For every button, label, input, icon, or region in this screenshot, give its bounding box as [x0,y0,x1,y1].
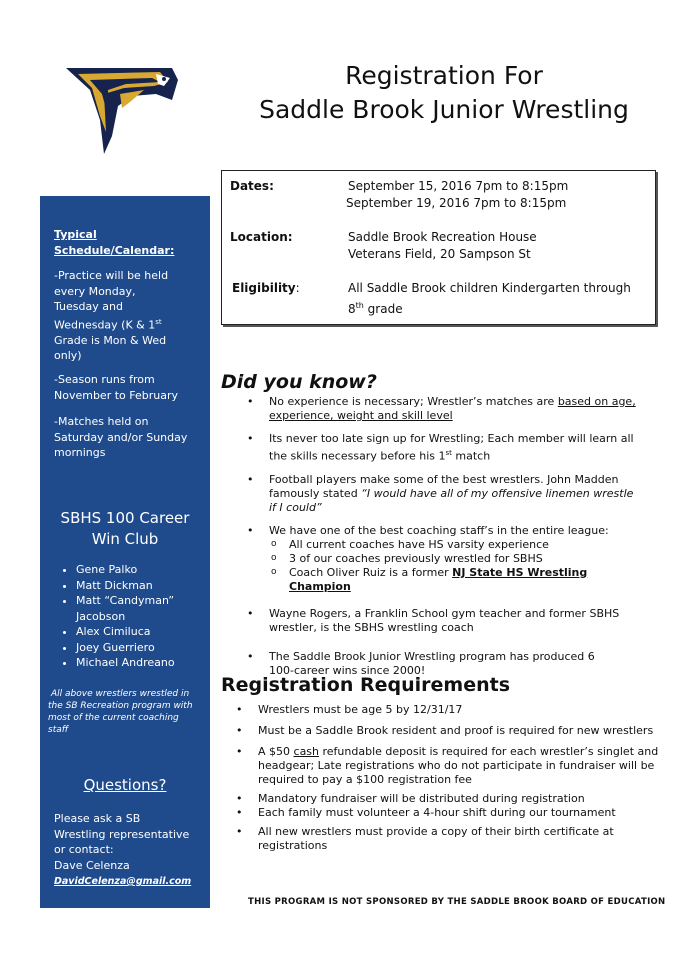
list-item: o 3 of our coaches previously wrestled for SBHS [289,552,654,566]
list-item: • Alex Cimiluca [76,624,202,640]
list-item: • All new wrestlers must provide a copy of their birth certificate at registrations [258,825,668,853]
list-item: • Must be a Saddle Brook resident and proof is required for new wrestlers [258,724,668,738]
list-item: o Coach Oliver Ruiz is a former NJ State HS Wrestling Champion [289,566,654,594]
eligibility-label: Eligibility: [232,281,300,295]
list-item: • The Saddle Brook Junior Wrestling program has produced 6 100-career wins since 2000! [269,650,654,678]
list-item: • Its never too late sign up for Wrestling; Each member will learn all the skills necessary before his 1st match [269,432,654,464]
questions-title: Questions? [83,776,167,794]
list-item: • Michael Andreano [76,655,202,671]
list-item: • No experience is necessary; Wrestler’s matches are based on age, experience, weight and skill level [269,395,654,423]
list-item: • Wrestlers must be age 5 by 12/31/17 [258,703,668,717]
schedule-title: Typical Schedule/Calendar: [54,228,175,257]
footer-disclaimer: THIS PROGRAM IS NOT SPONSORED BY THE SADDLE BROOK BOARD OF EDUCATION [248,897,666,907]
eligibility-value-2: 8th grade [348,301,403,316]
list-item: • Matt “Candyman” Jacobson [76,593,202,624]
coaching-sublist [269,538,654,594]
dates-label: Dates: [230,179,274,193]
dates-value-1: September 15, 2016 7pm to 8:15pm [348,179,569,193]
page-title-line-2: Saddle Brook Junior Wrestling [259,95,629,124]
list-item: • Joey Guerriero [76,640,202,656]
list-item: • Mandatory fundraiser will be distributed during registration [258,792,668,806]
dates-value-2: September 19, 2016 7pm to 8:15pm [346,196,567,210]
list-item: • A $50 cash refundable deposit is required for each wrestler’s singlet and headgear; Late registrations who do not participate in fundraiser will be required to pay a $100 registration fee [258,745,668,787]
practice-text: -Practice will be held every Monday, Tuesday and Wednesday (K & 1st Grade is Mon & Wed only) [54,269,169,363]
list-item: • Each family must volunteer a 4-hour shift during our tournament [258,806,668,820]
season-text: -Season runs from November to February [54,373,179,402]
location-value-2: Veterans Field, 20 Sampson St [348,247,531,261]
career-win-club-title: SBHS 100 Career Win Club [60,509,190,548]
list-item: • Gene Palko [76,562,202,578]
registration-requirements-heading: Registration Requirements [221,674,511,696]
requirements-list [258,703,668,853]
eligibility-value-1: All Saddle Brook children Kindergarten through [348,281,631,295]
did-you-know-heading: Did you know? [221,371,377,393]
sidebar-panel [40,196,210,908]
matches-text: -Matches held on Saturday and/or Sunday mornings [54,415,188,459]
list-item: • We have one of the best coaching staff’s in the entire league: o All current coaches have HS varsity experience o 3 of our coaches previously wrestled for SBHS o Coach Oliver Ruiz is a former NJ State HS Wrestling Champion [269,524,654,594]
did-you-know-list [269,395,654,678]
location-label: Location: [230,230,293,244]
list-item: • Wayne Rogers, a Franklin School gym teacher and former SBHS wrestler, is the SBHS wrestling coach [269,607,654,635]
list-item: • Football players make some of the best wrestlers. John Madden famously stated “I would have all of my offensive linemen wrestle if I could” [269,473,654,515]
contact-email-link[interactable]: DavidCelenza@gmail.com [54,876,192,887]
club-note: All above wrestlers wrestled in the SB Recreation program with most of the current coaching staff [48,689,193,735]
club-member-list [46,562,202,671]
event-info-box [221,170,656,325]
list-item: • Matt Dickman [76,578,202,594]
falcon-logo-icon [60,60,182,156]
page-title-line-1: Registration For [345,61,543,90]
list-item: o All current coaches have HS varsity experience [289,538,654,552]
contact-text: Please ask a SB Wrestling representative or contact: Dave Celenza [54,812,190,872]
location-value-1: Saddle Brook Recreation House [348,230,537,244]
